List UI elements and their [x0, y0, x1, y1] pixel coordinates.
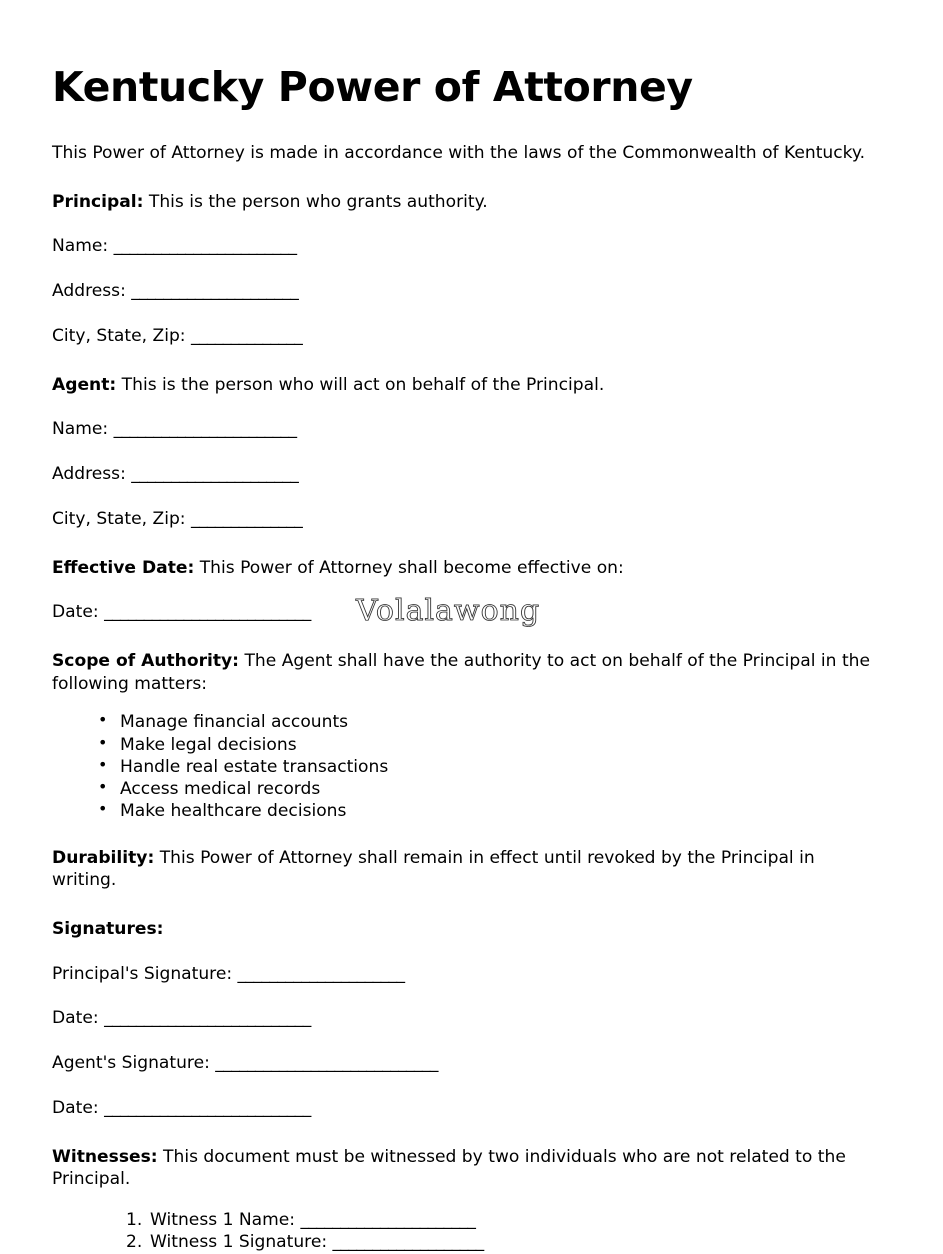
agent-signature-date-rule[interactable]: __________________________: [104, 1097, 311, 1118]
agent-address-label: Address:: [52, 464, 132, 485]
page-title: Kentucky Power of Attorney: [52, 63, 693, 111]
principal-name-label: Name:: [52, 236, 114, 257]
principal-signature-label: Principal's Signature:: [52, 963, 238, 984]
principal-signature-date-label: Date:: [52, 1008, 105, 1029]
list-item: • Make healthcare decisions: [98, 800, 873, 822]
agent-signature-date-label: Date:: [52, 1097, 105, 1118]
effective-date-rule[interactable]: __________________________: [104, 602, 311, 623]
principal-address-label: Address:: [52, 281, 132, 302]
effective-date-field: [52, 601, 873, 624]
principal-signature-date-field: [52, 1007, 873, 1030]
principal-name-rule[interactable]: _______________________: [113, 236, 297, 257]
principal-address-rule[interactable]: _____________________: [131, 281, 299, 302]
agent-name-label: Name:: [52, 419, 114, 440]
witness-1-signature-label: Witness 1 Signature:: [150, 1232, 333, 1253]
agent-name-rule[interactable]: _______________________: [113, 419, 297, 440]
witness-1-signature-rule[interactable]: ___________________: [332, 1232, 484, 1253]
witness-1-name-label: Witness 1 Name:: [150, 1210, 301, 1231]
list-item: • Access medical records: [98, 778, 873, 800]
agent-heading-label: Agent:: [52, 374, 117, 395]
list-item: [126, 1209, 873, 1231]
effective-date-label: Date:: [52, 602, 105, 623]
durability-heading-label: Durability:: [52, 847, 155, 868]
watermark-text: Volalawong: [356, 594, 541, 628]
principal-city-label: City, State, Zip:: [52, 325, 191, 346]
principal-name-field: [52, 235, 873, 258]
list-item: • Handle real estate transactions: [98, 756, 873, 778]
scope-heading-text: The Agent shall have the authority to act on behalf of the Principal in the following matters:: [52, 650, 871, 694]
principal-address-field: [52, 280, 873, 303]
agent-signature-rule[interactable]: ____________________________: [215, 1053, 438, 1074]
list-item: • Make legal decisions: [98, 734, 873, 756]
witnesses-heading-label: Witnesses:: [52, 1146, 158, 1167]
principal-signature-date-rule[interactable]: __________________________: [104, 1008, 311, 1029]
signatures-heading: [52, 918, 873, 941]
scope-list: [52, 711, 873, 822]
agent-name-field: [52, 418, 873, 441]
principal-signature-rule[interactable]: _____________________: [237, 963, 405, 984]
durability-heading-text: This Power of Attorney shall remain in effect until revoked by the Principal in writing.: [52, 847, 815, 891]
principal-heading-label: Principal:: [52, 191, 144, 212]
scope-heading: [52, 650, 873, 695]
effective-date-heading: [52, 557, 873, 580]
agent-address-field: [52, 463, 873, 486]
list-item: • Manage financial accounts: [98, 711, 873, 733]
signatures-heading-label: Signatures:: [52, 919, 164, 940]
witness-1-name-rule[interactable]: ______________________: [300, 1210, 476, 1231]
agent-address-rule[interactable]: _____________________: [131, 464, 299, 485]
witness-list: [52, 1209, 873, 1253]
agent-signature-date-field: [52, 1097, 873, 1120]
effective-date-heading-text: This Power of Attorney shall become effective on:: [194, 557, 624, 578]
principal-signature-field: [52, 963, 873, 986]
agent-signature-label: Agent's Signature:: [52, 1053, 216, 1074]
principal-city-rule[interactable]: ______________: [191, 325, 303, 346]
scope-heading-label: Scope of Authority:: [52, 650, 240, 671]
intro-paragraph: This Power of Attorney is made in accordance with the laws of the Commonwealth of Kentucky.: [52, 142, 866, 163]
agent-heading-text: This is the person who will act on behalf of the Principal.: [116, 374, 605, 395]
agent-signature-field: [52, 1052, 873, 1075]
agent-heading: [52, 374, 873, 397]
agent-city-label: City, State, Zip:: [52, 508, 191, 529]
witnesses-heading-text: This document must be witnessed by two individuals who are not related to the Principal.: [52, 1146, 846, 1190]
principal-city-field: [52, 325, 873, 348]
witnesses-heading: [52, 1146, 873, 1191]
list-item: [126, 1231, 873, 1253]
principal-heading: [52, 191, 873, 214]
effective-date-heading-label: Effective Date:: [52, 557, 195, 578]
durability-heading: [52, 847, 873, 892]
agent-city-field: [52, 508, 873, 531]
agent-city-rule[interactable]: ______________: [191, 508, 303, 529]
principal-heading-text: This is the person who grants authority.: [143, 191, 488, 212]
